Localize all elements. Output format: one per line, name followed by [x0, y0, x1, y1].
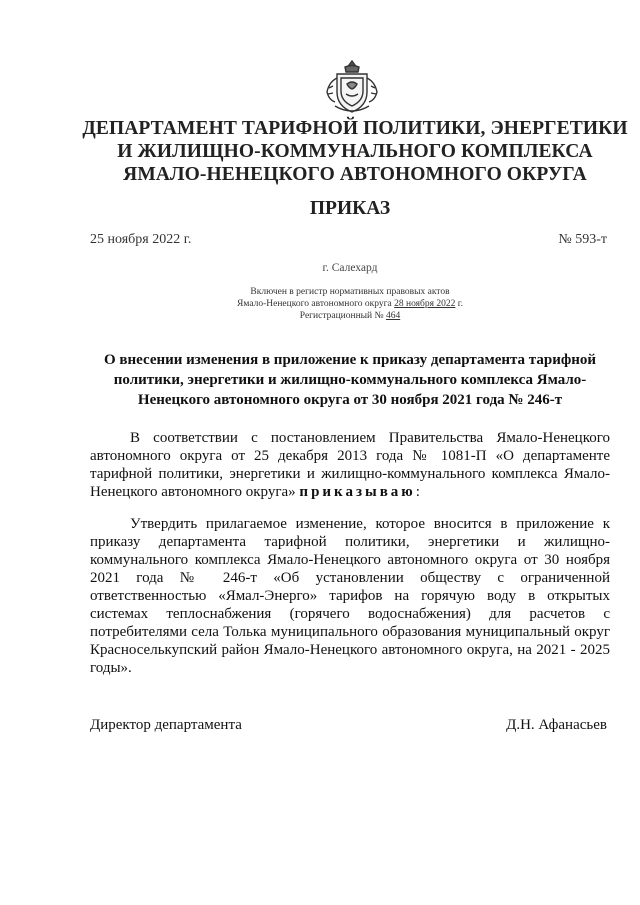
order-date: 25 ноября 2022 г. — [90, 232, 192, 247]
preamble-text: В соответствии с постановлением Правительства Ямало-Ненецкого автономного округа от 25 декабря 2013 года № 1081-П «О департаменте тарифной политики, энергетики и жилищно-коммунального комплекса Ямало-Ненецкого автономного округа» — [90, 430, 610, 500]
registry-number-label: Регистрационный № — [299, 311, 386, 321]
preamble-paragraph — [90, 429, 610, 501]
preamble-end: : — [415, 484, 420, 500]
signatory-name: Д.Н. Афанасьев — [506, 717, 607, 733]
registry-line-3 — [90, 310, 610, 323]
order-body-paragraph: Утвердить прилагаемое изменение, которое вносится в приложение к приказу департамента тарифной политики, энергетики и жилищно-коммунального комплекса Ямало-Ненецкого автономного округа от 30 ноября 2021 года № 246-т «Об установлении обществу с ограниченной ответственностью «Ямал-Энерго» тарифов на горячую воду в открытых системах теплоснабжения (горячего водоснабжения) для расчетов с потребителями села Толька муниципального образования муниципальный округ Красноселькупский район Ямало-Ненецкого автономного округа, на 2021 - 2025 годы». — [90, 516, 610, 676]
order-verb: приказываю — [299, 484, 416, 500]
document-type: ПРИКАЗ — [309, 198, 391, 219]
order-number: № 593-т — [558, 232, 607, 247]
registry-number: 464 — [385, 311, 401, 321]
city: г. Салехард — [322, 262, 378, 274]
registry-region: Ямало-Ненецкого автономного округа — [237, 299, 395, 309]
order-title: О внесении изменения в приложение к приказу департамента тарифной политики, энергетики и жилищно-коммунального комплекса Ямало-Ненецкого автономного округа от 30 ноября 2021 года № 246-т — [103, 352, 596, 408]
registry-line-1: Включен в регистр нормативных правовых актов — [250, 287, 450, 297]
registry-year-suffix: г. — [455, 299, 463, 309]
coat-of-arms-emblem — [323, 58, 381, 118]
department-name-line-3: ЯМАЛО-НЕНЕЦКОГО АВТОНОМНОГО ОКРУГА — [123, 164, 587, 185]
department-name-line-1: ДЕПАРТАМЕНТ ТАРИФНОЙ ПОЛИТИКИ, ЭНЕРГЕТИКИ — [82, 118, 628, 139]
registry-line-2 — [90, 298, 610, 311]
signatory-position: Директор департамента — [90, 717, 242, 733]
registry-date: 28 ноября 2022 — [394, 299, 456, 309]
department-name-line-2: И ЖИЛИЩНО-КОММУНАЛЬНОГО КОМПЛЕКСА — [117, 141, 593, 162]
